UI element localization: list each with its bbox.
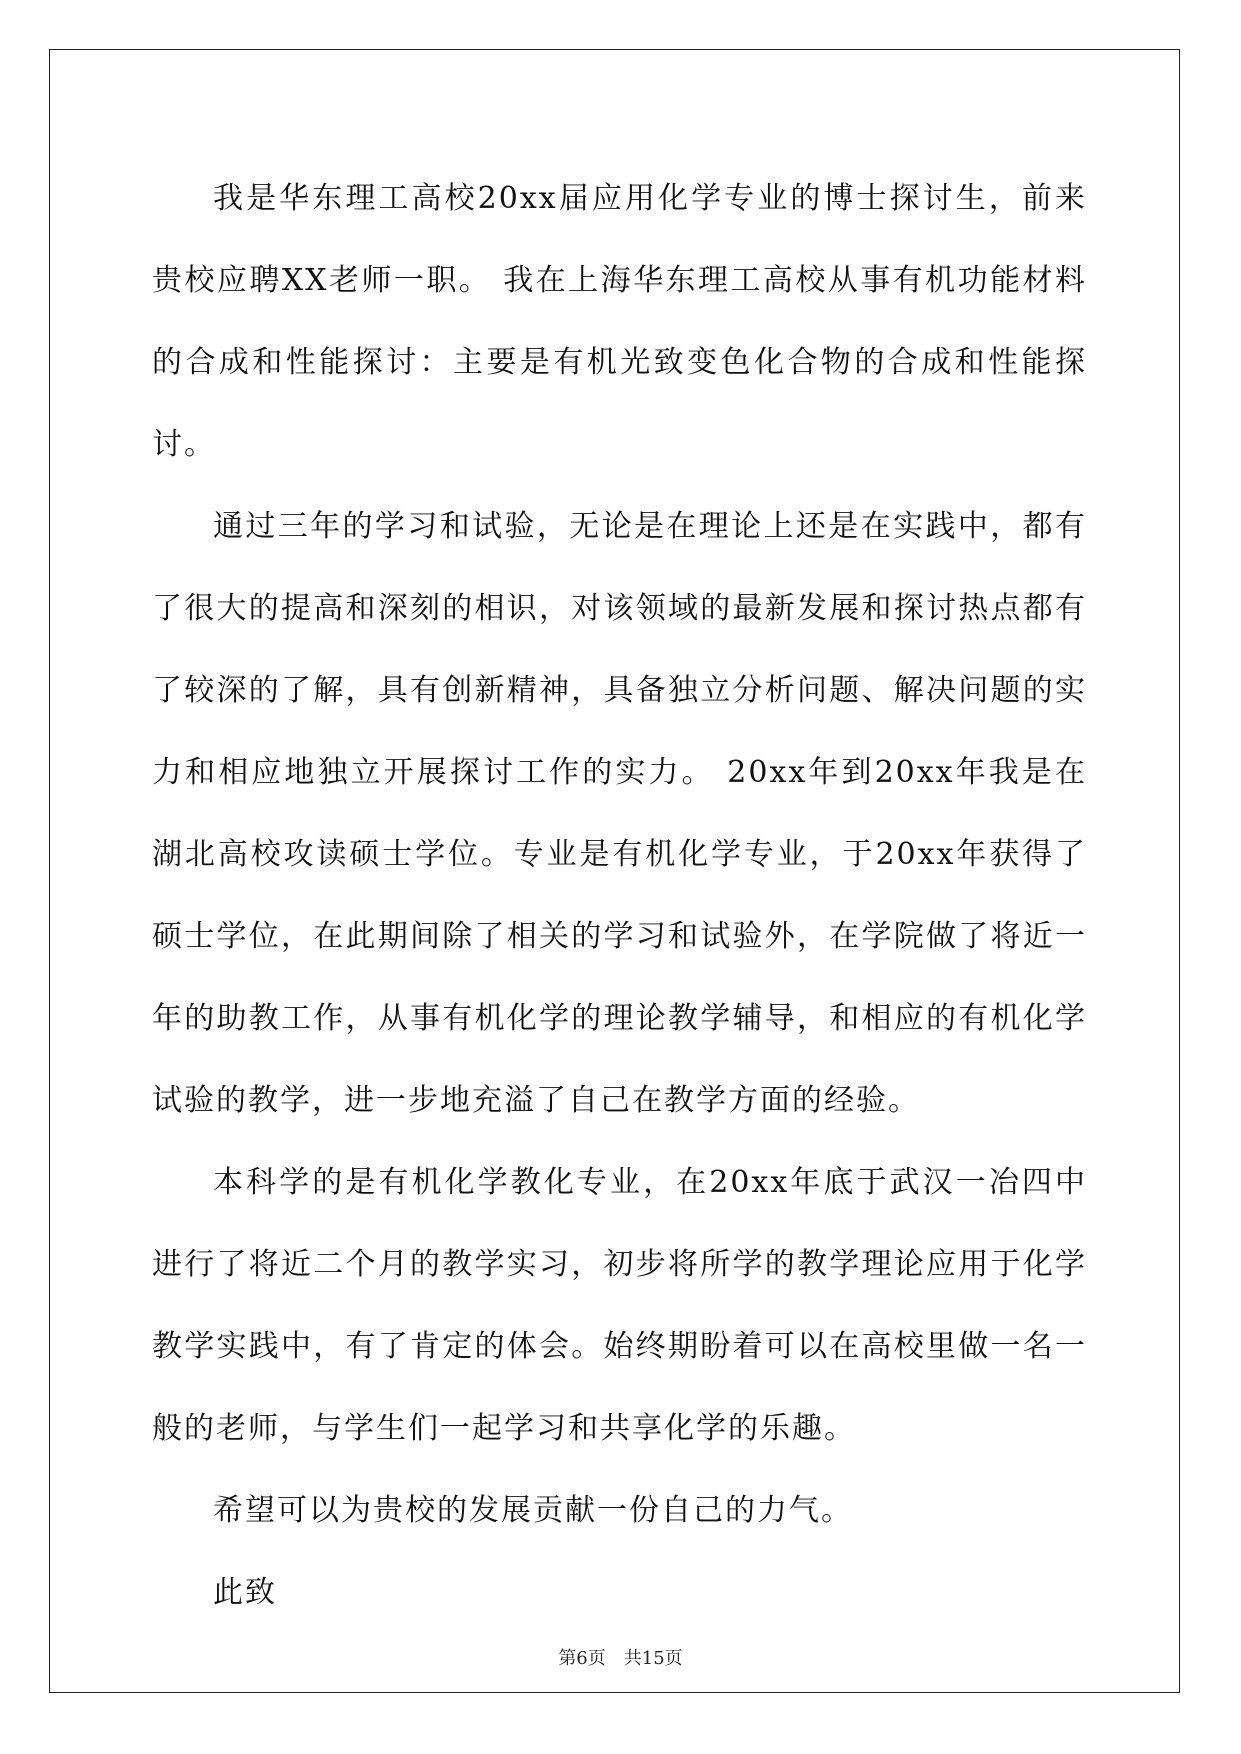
- page-number-footer: 第6页 共15页: [558, 1648, 683, 1669]
- paragraph-closing: 此致: [213, 1575, 277, 1610]
- paragraph-experience: 通过三年的学习和试验，无论是在理论上还是在实践中，都有了很大的提高和深刻的相识，对该领域的最新发展和探讨热点都有了较深的了解，具有创新精神，具备独立分析问题、解决问题的实力和相应地独立开展探讨工作的实力。 20xx年到20xx年我是在湖北高校攻读硕士学位。专业是有机化学专业，于20xx年获得了硕士学位，在此期间除了相关的学习和试验外，在学院做了将近一年的助教工作，从事有机化学的理论教学辅导，和相应的有机化学试验的教学，进一步地充溢了自己在教学方面的经验。: [152, 509, 1087, 1118]
- letter-body: [152, 158, 1087, 1634]
- paragraph-intro: 我是华东理工高校20xx届应用化学专业的博士探讨生，前来贵校应聘XX老师一职。 我在上海华东理工高校从事有机功能材料的合成和性能探讨：主要是有机光致变色化合物的合成和性能探讨。: [152, 181, 1087, 462]
- paragraph-hope: 希望可以为贵校的发展贡献一份自己的力气。: [213, 1493, 853, 1528]
- paragraph-undergraduate: 本科学的是有机化学教化专业，在20xx年底于武汉一冶四中进行了将近二个月的教学实习，初步将所学的教学理论应用于化学教学实践中，有了肯定的体会。始终期盼着可以在高校里做一名一般的老师，与学生们一起学习和共享化学的乐趣。: [152, 1165, 1087, 1446]
